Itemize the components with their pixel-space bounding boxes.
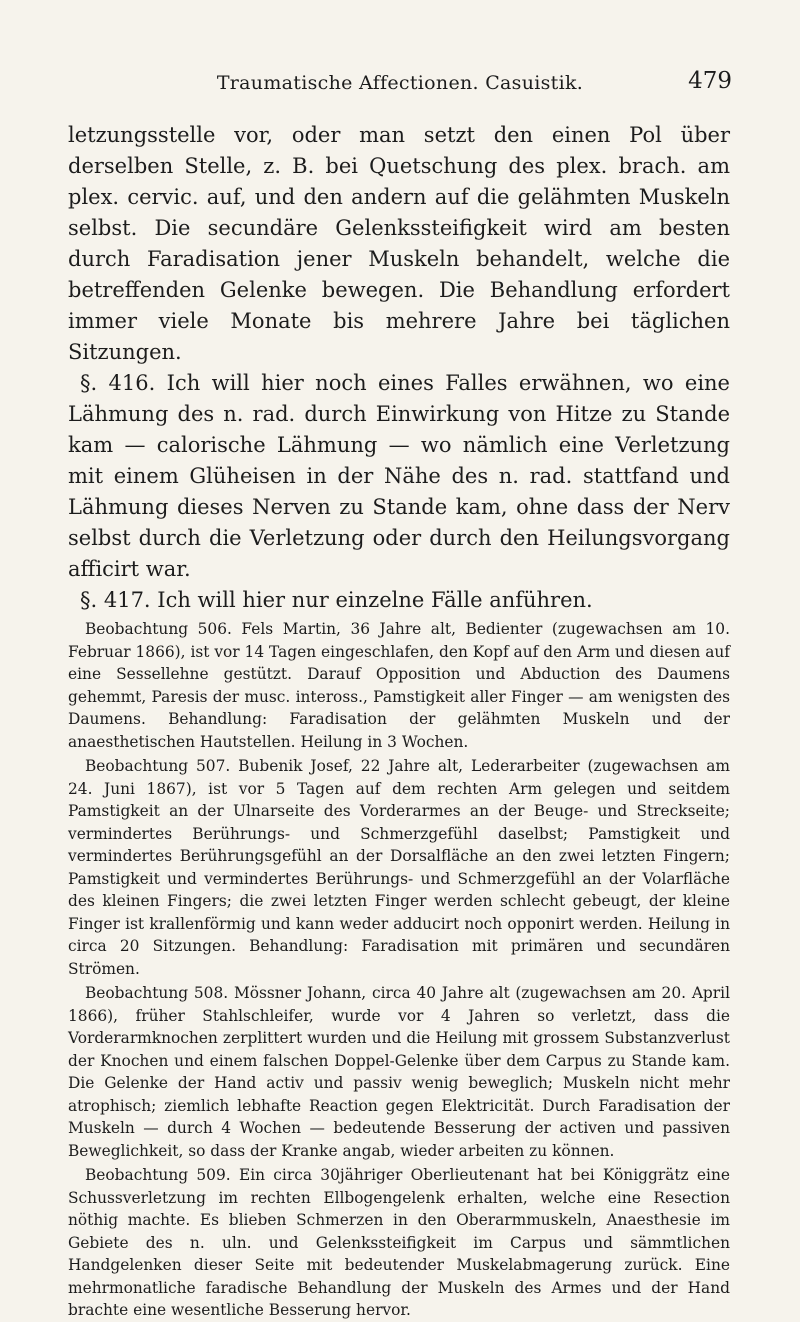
section-416: §. 416. Ich will hier noch eines Falles erwähnen, wo eine Lähmung des n. rad. durch Einwirkung von Hitze zu Stande kam — calorische Lähmung — wo nämlich eine Verletzung mit einem Glüheisen in der Nähe des n. rad. stattfand und Lähmung dieses Nerven zu Stande kam, ohne dass der Nerv selbst durch die Verletzung oder durch den Heilungsvorgang afficirt war. [68,371,730,581]
observation-506: Beobachtung 506. Fels Martin, 36 Jahre alt, Bedienter (zugewachsen am 10. Februar 1866), ist vor 14 Tagen eingeschlafen, den Kopf auf den Arm und diesen auf eine Sessellehne gestützt. Darauf Opposition und Abduction des Daumens gehemmt, Paresis der musc. inteross., Pamstigkeit aller Finger — am wenigsten des Daumens. Behandlung: Faradisation der gelähmten Muskeln und der anaesthetischen Hautstellen. Heilung in 3 Wochen. [68,620,730,751]
observation-509: Beobachtung 509. Ein circa 30jähriger Oberlieutenant hat bei Königgrätz eine Schussverletzung im rechten Ellbogengelenk erhalten, welche eine Resection nöthig machte. Es blieben Schmerzen in den Oberarmmuskeln, Anaesthesie im Gebiete des n. uln. und Gelenkssteifigkeit im Carpus und sämmtlichen Handgelenken dieser Seite mit bedeutender Muskelabmagerung zurück. Eine mehrmonatliche faradische Behandlung der Muskeln des Armes und der Hand brachte eine wesentliche Besserung hervor. [68,1166,730,1319]
running-title: Traumatische Affectionen. Casuistik. [216,72,584,94]
page-body [68,120,730,1322]
page-header [68,68,732,102]
page-number: 479 [688,68,732,94]
section-417: §. 417. Ich will hier nur einzelne Fälle anführen. [80,588,593,612]
paragraph-continuation: letzungsstelle vor, oder man setzt den einen Pol über derselben Stelle, z. B. bei Quetschung des plex. brach. am plex. cervic. auf, und den andern auf die gelähmten Muskeln selbst. Die secundäre Gelenkssteifigkeit wird am besten durch Faradisation jener Muskeln behandelt, welche die betreffenden Gelenke bewegen. Die Behandlung erfordert immer viele Monate bis mehrere Jahre bei täglichen Sitzungen. [68,123,730,364]
observation-507: Beobachtung 507. Bubenik Josef, 22 Jahre alt, Lederarbeiter (zugewachsen am 24. Juni 1867), ist vor 5 Tagen auf dem rechten Arm gelegen und seitdem Pamstigkeit an der Ulnarseite des Vorderarmes an der Beuge- und Streckseite; vermindertes Berührungs- und Schmerzgefühl daselbst; Pamstigkeit und vermindertes Berührungsgefühl an der Dorsalfläche an den zwei letzten Fingern; Pamstigkeit und vermindertes Berührungs- und Schmerzgefühl an der Volarfläche des kleinen Fingers; die zwei letzten Finger werden schlecht gebeugt, der kleine Finger ist krallenförmig und kann weder adducirt noch opponirt werden. Heilung in circa 20 Sitzungen. Behandlung: Faradisation mit primären und secundären Strömen. [68,757,730,978]
observation-508: Beobachtung 508. Mössner Johann, circa 40 Jahre alt (zugewachsen am 20. April 1866), früher Stahlschleifer, wurde vor 4 Jahren so verletzt, dass die Vorderarmknochen zerplittert wurden und die Heilung mit grossem Substanzverlust der Knochen und einem falschen Doppel-Gelenke über dem Carpus zu Stande kam. Die Gelenke der Hand activ und passiv wenig beweglich; Muskeln nicht mehr atrophisch; ziemlich lebhafte Reaction gegen Elektricität. Durch Faradisation der Muskeln — durch 4 Wochen — bedeutende Besserung der activen und passiven Beweglichkeit, so dass der Kranke angab, wieder arbeiten zu können. [68,984,730,1160]
